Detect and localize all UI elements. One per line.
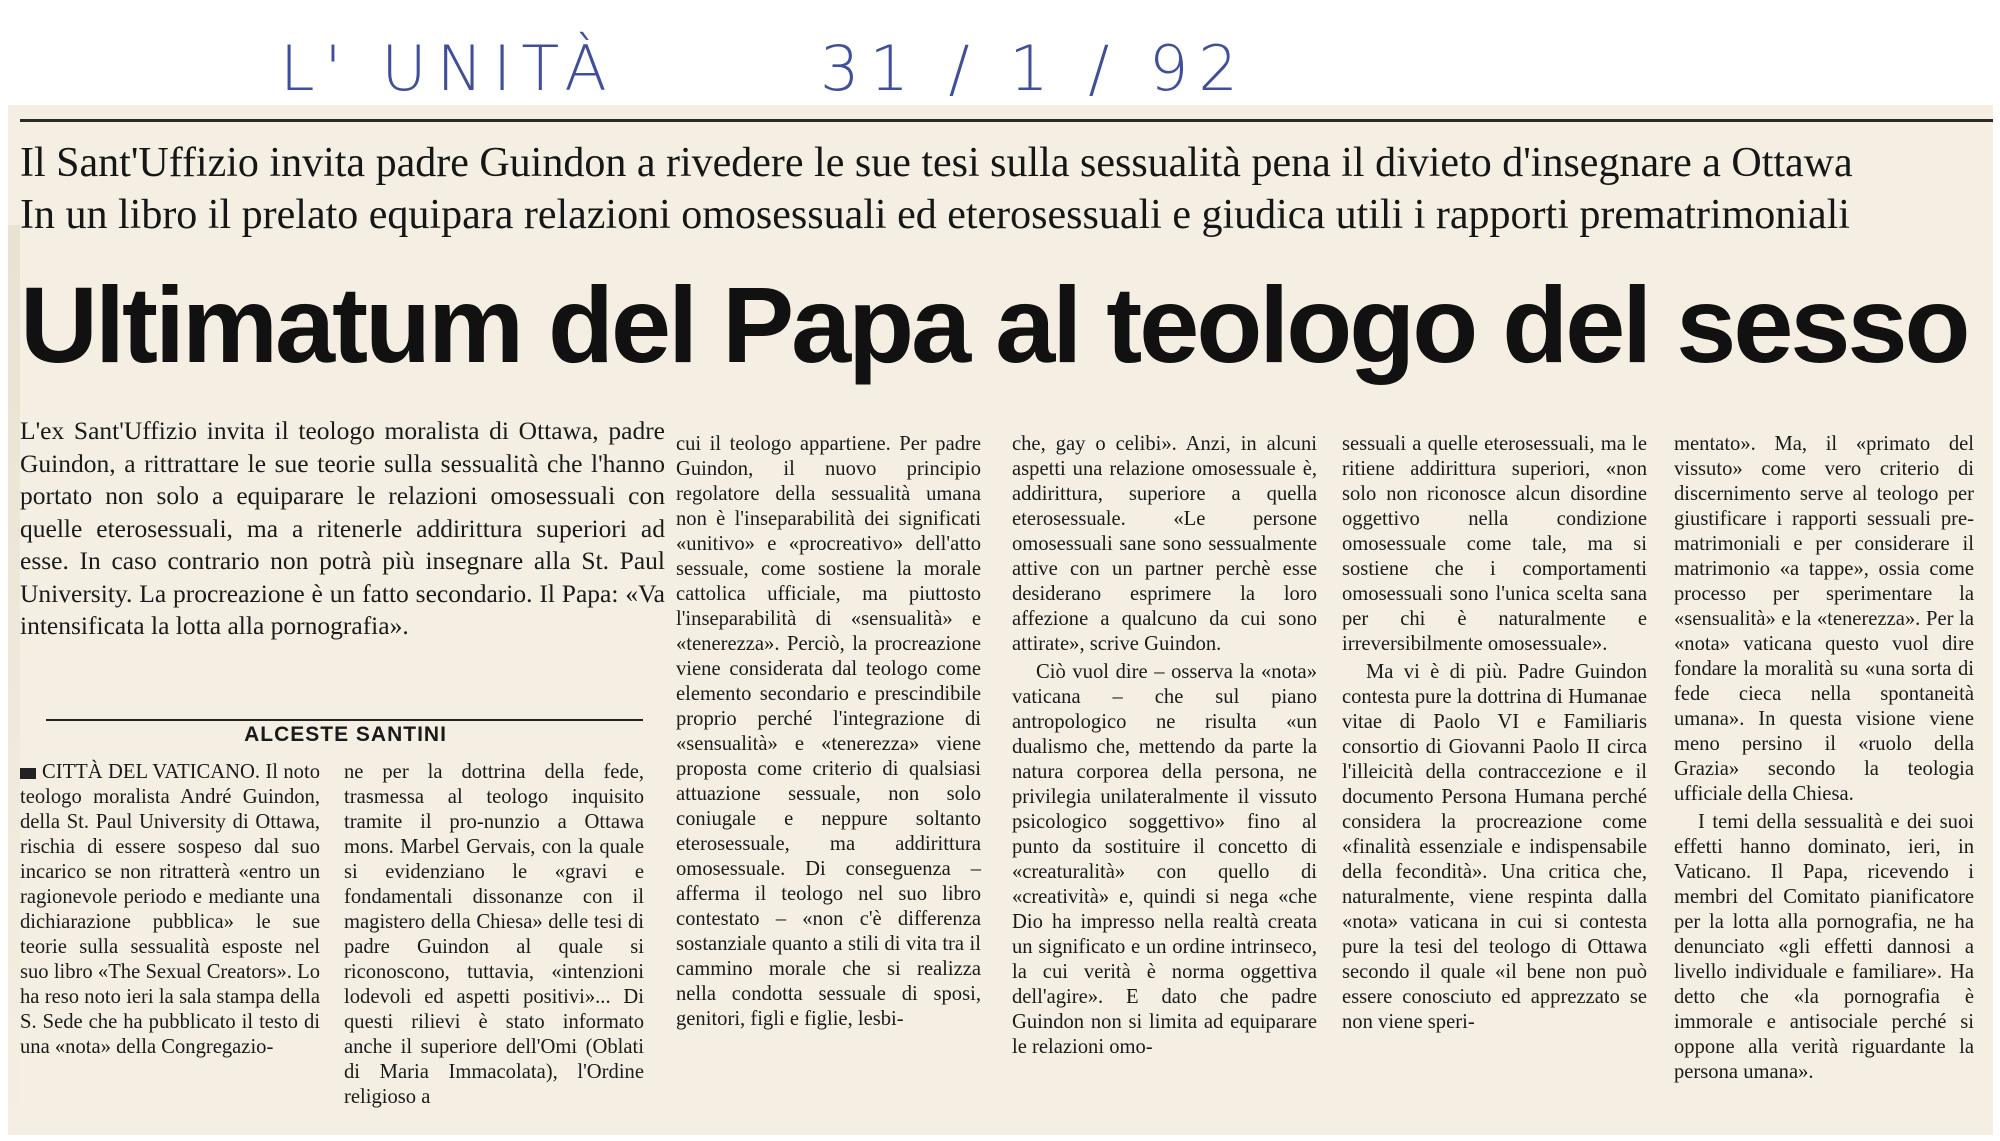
subheadline-line-1: Il Sant'Uffizio invita padre Guindon a rivedere le sue tesi sulla sessualità pena il divieto d'insegnare a Ottawa <box>20 140 1853 186</box>
column-4 <box>1012 432 1317 1063</box>
column-5-paragraph-1: sessuali a quelle eterosessuali, ma le ritiene addirittura superiori, «non solo non riconosce alcun disordine oggettivo nella condizione omosessuale come tale, ma si sostiene che i comportamenti omosessuali sono l'unica scelta sana per chi è naturalmente e irreversibilmente omosessuale». <box>1342 433 1647 655</box>
column-5-paragraph-2: Ma vi è di più. Padre Guindon contesta pure la dottrina di Humanae vitae di Paolo VI e Familiaris consortio di Giovanni Paolo II circa l'illeicità della contraccezione e il documento Persona Humana perché considera la procreazione come «finalità essenziale e indispensabile della fecondità». Una critica che, naturalmente, viene respinta dalla «nota» vaticana in cui si contesta pure la tesi del teologo di Ottawa secondo il quale «il bene non può essere conosciuto ed apprezzato se non viene speri- <box>1342 661 1647 1033</box>
column-6-paragraph-2: I temi della sessualità e dei suoi effetti hanno dominato, ieri, in Vaticano. Il Papa, ricevendo i membri del Comitato pianificatore per la lotta alla pornografia, ne ha denunciato «gli effetti dannosi a livello individuale e familiare». Ha detto che «la pornografia è immorale e antisociale perché si oppone alla verità riguardante la persona umana». <box>1674 811 1974 1083</box>
headline: Ultimatum del Papa al teologo del sesso <box>20 264 1968 385</box>
column-1-text: Il noto teologo moralista André Guindon, della St. Paul University di Ottawa, rischia di essere sospeso dal suo incarico se non ritratterà «entro un ragionevole periodo e mediante una dichiarazione pubblica» le sue teorie sulla sessualità esposte nel suo libro «The Sexual Creators». Lo ha reso noto ieri la sala stampa della S. Sede che ha pubblicato il testo di una «nota» della Congregazio- <box>20 761 320 1058</box>
handwritten-annotation <box>280 32 1280 112</box>
subheadline-line-2: In un libro il prelato equipara relazioni omosessuali ed eterosessuali e giudica utili i rapporti prematrimoniali <box>20 192 1850 238</box>
lead-paragraph: L'ex Sant'Uffizio invita il teologo moralista di Ottawa, padre Guindon, a rittrattare le sue teorie sulla sessualità che l'hanno portato non solo a equiparare le relazioni omosessuali con quelle eterosessuali, ma a ritenerle addirittura superiori ad esse. In caso contrario non potrà più insegnare alla St. Paul University. La procreazione è un fatto secondario. Il Papa: «Va intensificata la lotta alla pornografia». <box>20 416 665 640</box>
page-edge-shadow <box>8 225 20 1135</box>
top-rule <box>20 119 1993 122</box>
column-3 <box>676 432 981 1035</box>
subheadline <box>20 137 1980 241</box>
column-1 <box>20 760 320 1063</box>
byline-rule <box>46 719 643 721</box>
column-5 <box>1342 432 1647 1038</box>
handwritten-newspaper-name: L' UNITÀ <box>280 32 617 105</box>
column-4-paragraph-2: Ciò vuol dire – osserva la «nota» vaticana – che sul piano antropologico ne risulta «un dualismo che, mettendo da parte la natura corporea della persona, ne privilegia unilateralmente il vissuto psicologico soggettivo» fino al punto da sostituire il concetto di «creaturalità» con quello di «creatività» e, quindi si nega «che Dio ha impresso nella realtà creata un significato e un ordine intrinseco, la cui verità è norma oggettiva dell'agire». E dato che padre Guindon non si limita ad equiparare le relazioni omo- <box>1012 661 1317 1058</box>
byline: ALCESTE SANTINI <box>244 723 447 746</box>
column-6-paragraph-1: mentato». Ma, il «primato del vissuto» come vero criterio di discernimento serve al teologo per giustificare i rapporti sessuali pre-matrimoniali e per considerare il matrimonio «a tappe», ossia come processo per sperimentare la «sensualità» e la «tenerezza». Per la «nota» vaticana questo vuol dire fondare la moralità su «una sorta di fede cieca nella spontaneità umana». In questa visione viene meno persino il «ruolo della Grazia» secondo la teologia ufficiale della Chiesa. <box>1674 433 1974 805</box>
column-2 <box>344 760 644 1113</box>
column-2-text: ne per la dottrina della fede, trasmessa al teologo inquisito tramite il pro-nunzio a Ottawa mons. Marbel Gervais, con la quale si evidenziano le «gravi e fondamentali dissonanze con il magistero della Chiesa» delle tesi di padre Guindon al quale si riconoscono, tuttavia, «intenzioni lodevoli ed aspetti positivi»... Di questi rilievi è stato informato anche il superiore dell'Omi (Oblati di Maria Immacolata), l'Ordine religioso a <box>344 761 644 1108</box>
column-4-paragraph-1: che, gay o celibi». Anzi, in alcuni aspetti una relazione omosessuale è, addirittura, superiore a quella eterosessuale. «Le persone omosessuali sane sono sessualmente attive con un partner perchè esse desiderano esprimere la loro affezione a qualcuno da cui sono attirate», scrive Guindon. <box>1012 433 1317 655</box>
handwritten-date: 31 / 1 / 92 <box>820 32 1248 105</box>
column-6 <box>1674 432 1974 1088</box>
newspaper-clipping <box>8 105 1993 1135</box>
dateline: CITTÀ DEL VATICANO. <box>42 761 261 783</box>
dateline-marker <box>20 768 36 779</box>
column-3-text: cui il teologo appartiene. Per padre Guindon, il nuovo principio regolatore della sessualità umana non è l'inseparabilità dei significati «unitivo» e «procreativo» dell'atto sessuale, come sostiene la morale cattolica ufficiale, ma piuttosto l'inseparabilità di «sensualità» e «tenerezza». Perciò, la procreazione viene considerata dal teologo come elemento secondario e prescindibile proprio perché l'integrazione di «sensualità» e «tenerezza» viene proposta come criterio di qualsiasi attuazione sessuale, non solo coniugale e neppure soltanto eterosessuale, ma addirittura omosessuale. Di conseguenza – afferma il teologo nel suo libro contestato – «non c'è differenza sostanziale quanto a stili di vita tra il cammino morale che si realizza nella condotta sessuale di sposi, genitori, figli e figlie, lesbi- <box>676 433 981 1030</box>
